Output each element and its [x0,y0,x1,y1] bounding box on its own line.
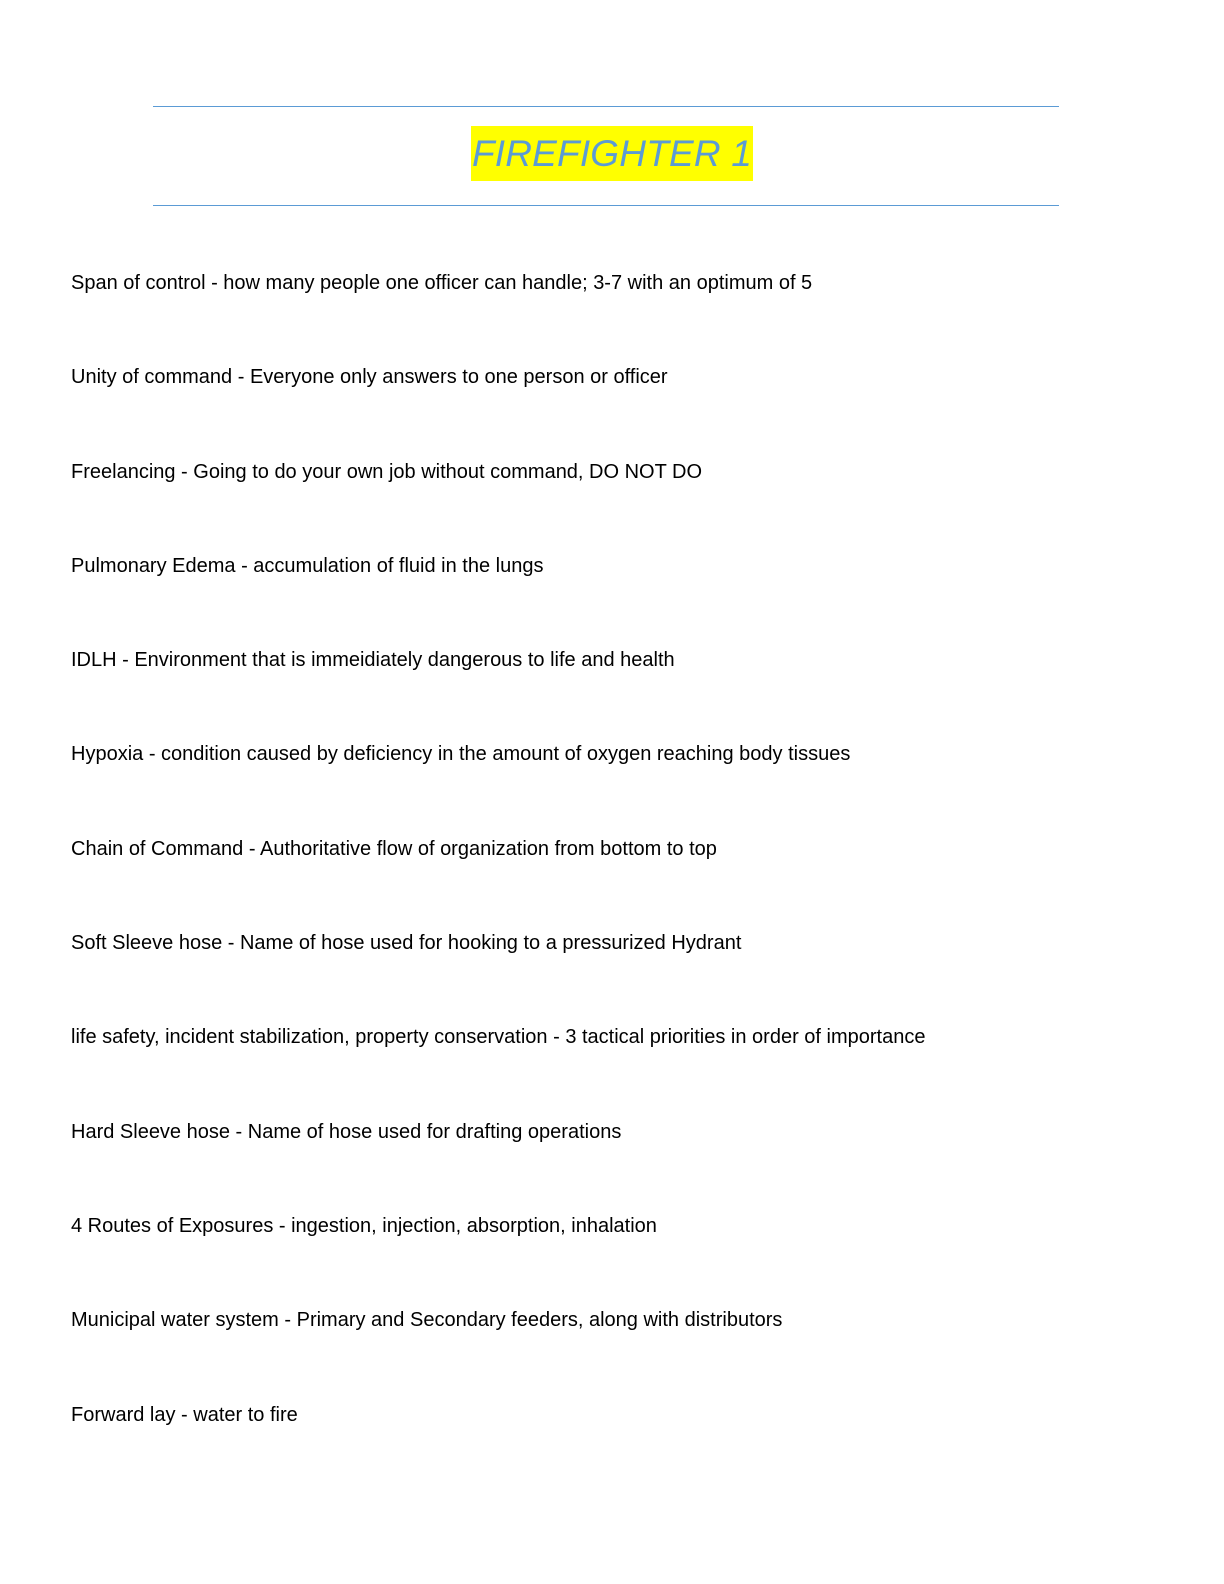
flashcard-entry: Hypoxia - condition caused by deficiency in the amount of oxygen reaching body tissues [71,743,851,766]
title-rule-top [153,106,1059,107]
flashcard-entry: 4 Routes of Exposures - ingestion, injection, absorption, inhalation [71,1214,657,1237]
title-block [0,126,1224,181]
document-title: FIREFIGHTER 1 [471,126,753,181]
flashcard-entry: Pulmonary Edema - accumulation of fluid in the lungs [71,554,544,577]
flashcard-entry: Hard Sleeve hose - Name of hose used for drafting operations [71,1120,622,1143]
flashcard-entry: Unity of command - Everyone only answers to one person or officer [71,366,668,389]
flashcard-entry: Municipal water system - Primary and Secondary feeders, along with distributors [71,1309,783,1332]
flashcard-entry: Chain of Command - Authoritative flow of organization from bottom to top [71,837,717,860]
flashcard-entry: Soft Sleeve hose - Name of hose used for hooking to a pressurized Hydrant [71,932,742,955]
flashcard-entry: Freelancing - Going to do your own job without command, DO NOT DO [71,460,703,483]
flashcard-entry: Forward lay - water to fire [71,1403,298,1426]
flashcard-entry: Span of control - how many people one officer can handle; 3-7 with an optimum of 5 [71,272,813,294]
flashcard-entry: life safety, incident stabilization, property conservation - 3 tactical priorities in order of importance [71,1026,926,1049]
flashcard-list [71,268,1171,1494]
flashcard-entry: IDLH - Environment that is immeidiately dangerous to life and health [71,649,675,672]
title-rule-bottom [153,205,1059,206]
